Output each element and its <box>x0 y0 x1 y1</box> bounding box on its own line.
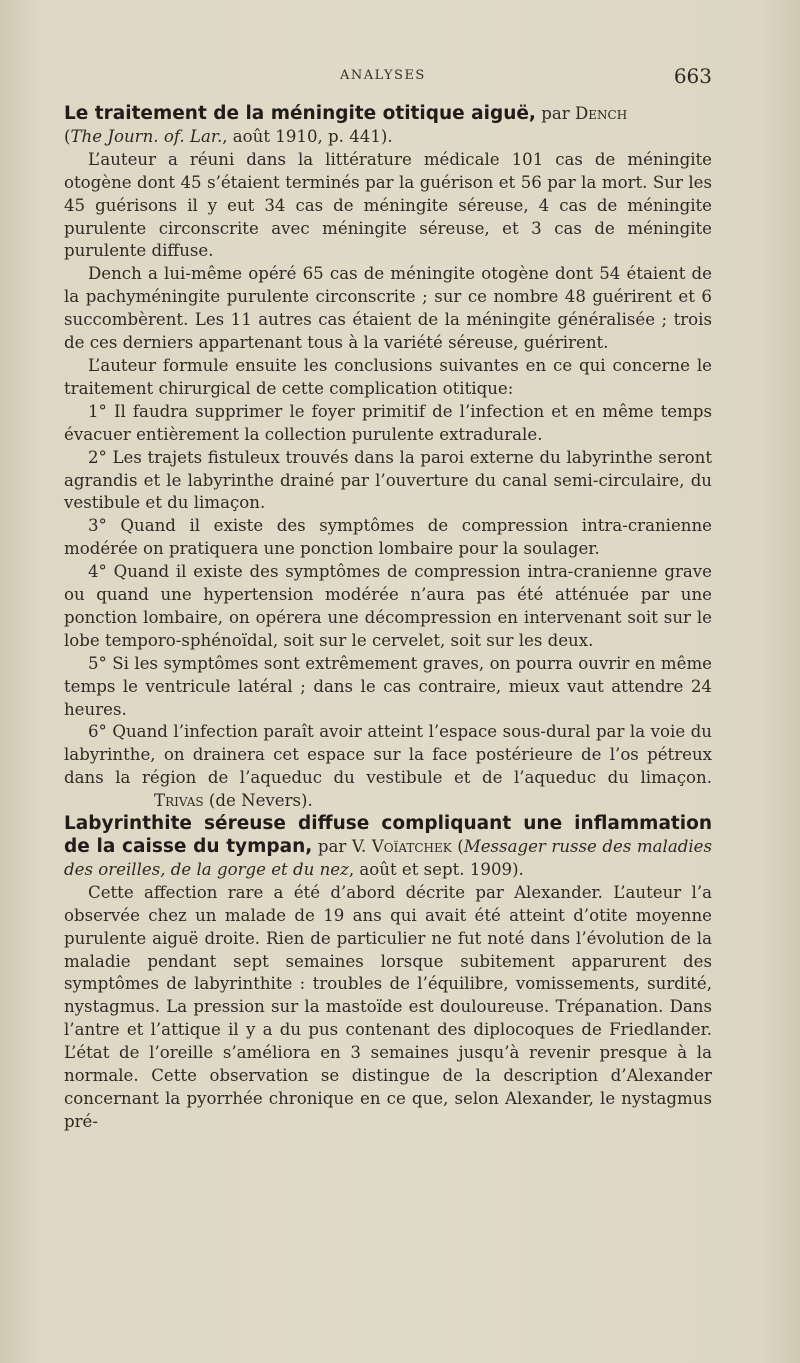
article-2-author-prefix: par V. <box>317 837 367 856</box>
signature-place: (de Nevers). <box>208 791 313 811</box>
running-head-section: ANALYSES <box>340 68 426 83</box>
article-1-paragraph: Dench a lui-même opéré 65 cas de méningite otogène dont 54 étaient de la pachyméningite purulente circonscrite ; sur ce nombre 48 guérirent et 6 succombèrent. Les 11 autres cas étaient de la méningite généralisée ; trois de ces derniers appartenant tous à la variété séreuse, guérirent. <box>64 264 712 353</box>
article-1-heading: Le traitement de la méningite otitique aiguë, par Dench (The Journ. of. Lar., août 1910, p. 441). <box>64 103 628 146</box>
signature-name: Trivas <box>154 791 204 811</box>
conclusion-6 <box>64 721 712 813</box>
article-2-paragraph: Cette affection rare a été d’abord décrite par Alexander. L’auteur l’a observée chez un malade de 19 ans qui avait été atteint d’otite moyenne purulente aiguë droite. Rien de particulier ne fut noté dans l’évolution de la maladie pendant sept semaines lorsque subitement apparurent des symptômes de labyrinthite : troubles de l’équilibre, vomissements, surdité, nystagmus. La pression sur la mastoïde est douloureuse. Trépanation. Dans l’antre et l’attique il y a du pus contenant des diplocoques de Friedlander. L’état de l’oreille s’améliora en 3 semaines jusqu’à revenir presque à la normale. Cette observation se distingue de la description d’Alexander concernant la pyorrhée chronique en ce que, selon Alexander, le nystagmus pré- <box>64 882 712 1131</box>
running-header <box>0 62 800 92</box>
article-1-paragraph: L’auteur a réuni dans la littérature médicale 101 cas de méningite otogène dont 45 s’étaient terminés par la guérison et 56 par la mort. Sur les 45 guérisons il y eut 34 cas de méningite séreuse, 4 cas de méningite purulente circonscrite avec méningite séreuse, et 3 cas de méningite purulente diffuse. <box>64 149 712 261</box>
article-1-author-prefix: par <box>541 104 570 123</box>
article-1-source-journal: The Journ. of. Lar. <box>70 126 223 146</box>
conclusion-5: 5° Si les symptômes sont extrêmement graves, on pourra ouvrir en même temps le ventricule latéral ; dans le cas contraire, mieux vaut attendre 24 heures. <box>64 653 712 719</box>
conclusion-2: 2° Les trajets fistuleux trouvés dans la paroi externe du labyrinthe seront agrandis et le labyrinthe drainé par l’ouverture du canal semi-circulaire, du vestibule et du limaçon. <box>64 447 712 513</box>
article-2-heading: Labyrinthite séreuse diffuse compliquant une inflammation de la caisse du tympan, par V. Voïatchek (Messager russe des maladies des oreilles, de la gorge et du nez, août et sept. 1909). <box>64 813 712 879</box>
article-2-source-date: , août et sept. 1909). <box>348 859 524 879</box>
conclusion-4: 4° Quand il existe des symptômes de compression intra-cranienne grave ou quand une hypertension modérée n’aura pas été atténuée par une ponction lombaire, on opérera une décompression en intervenant soit sur le lobe temporo-sphénoïdal, soit sur le cervelet, soit sur les deux. <box>64 562 712 650</box>
signature <box>64 791 313 810</box>
conclusion-1: 1° Il faudra supprimer le foyer primitif de l’infection et en même temps évacuer entièrement la collection purulente extradurale. <box>64 401 712 444</box>
page-number: 663 <box>673 64 712 88</box>
conclusion-3: 3° Quand il existe des symptômes de compression intra-cranienne modérée on pratiquera une ponction lombaire pour la soulager. <box>64 516 712 559</box>
article-2-author: Voïatchek <box>371 837 452 856</box>
article-2-source-journal: Messager russe des maladies des oreilles, de la gorge et du nez <box>64 837 712 879</box>
article-1-author: Dench <box>574 104 628 123</box>
conclusion-6-text: 6° Quand l’infection paraît avoir atteint l’espace sous-dural par la voie du labyrinthe, on drainera cet espace sur la face postérieure de l’os pétreux dans la région de l’aqueduc du vestibule et de l’aqueduc du limaçon. <box>64 722 712 788</box>
article-2-title: Labyrinthite séreuse diffuse compliquant une inflammation de la caisse du tympan, <box>64 813 712 857</box>
body-text <box>64 103 712 1134</box>
article-1-title: Le traitement de la méningite otitique aiguë, <box>64 103 536 124</box>
article-1-source-date: , août 1910, p. 441). <box>222 126 393 146</box>
article-1-paragraph: L’auteur formule ensuite les conclusions suivantes en ce qui concerne le traitement chirurgical de cette complication otitique: <box>64 355 712 398</box>
